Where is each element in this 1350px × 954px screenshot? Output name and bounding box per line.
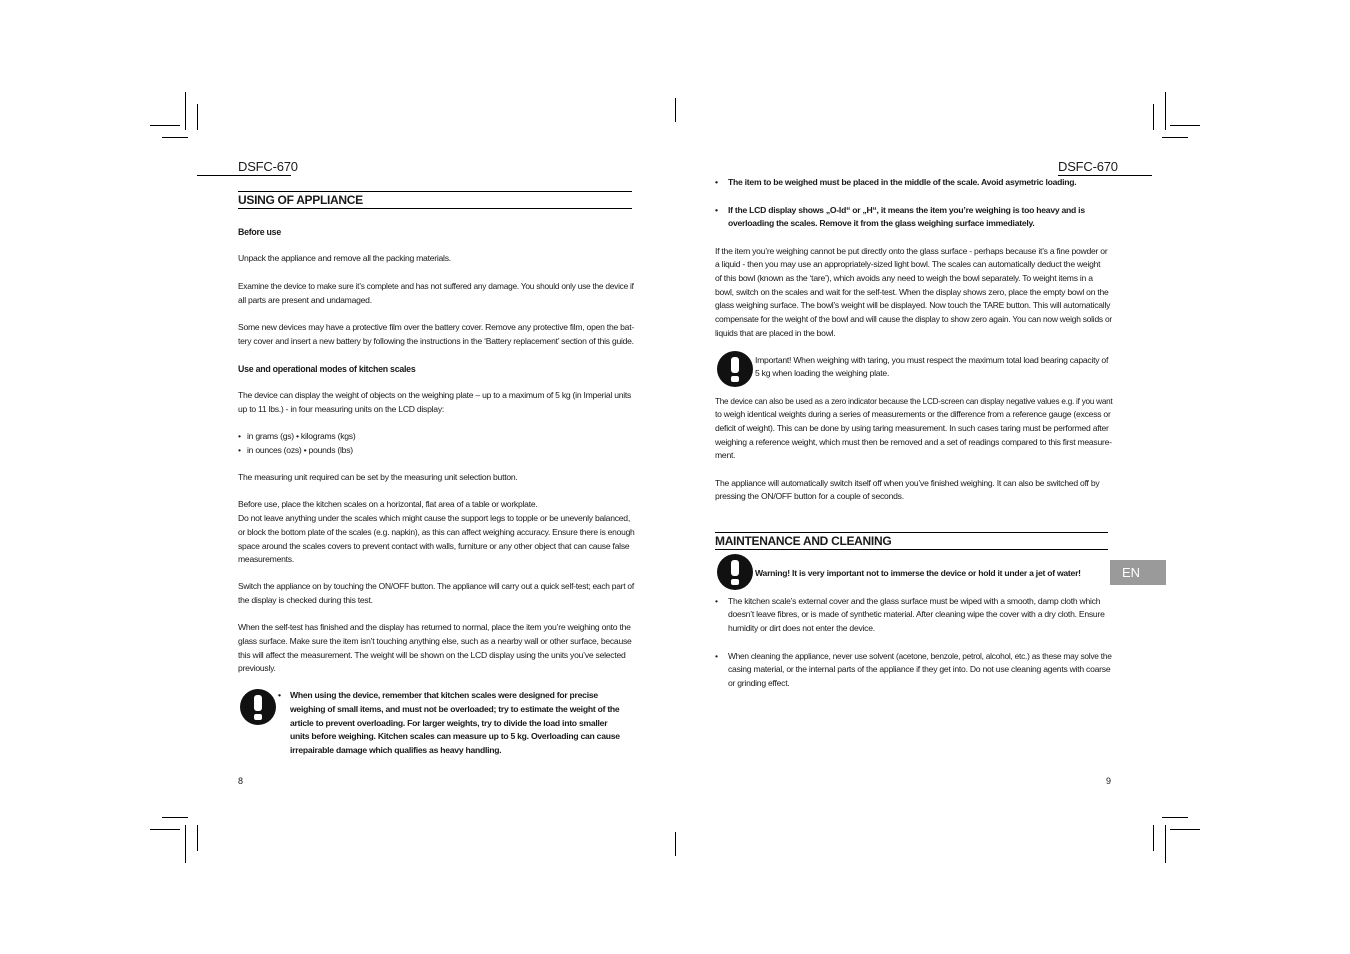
paragraph-line: weighing a reference weight, which must then be removed and a set of readings compared to this first measure- [715,437,1112,447]
paragraph-line: compensate for the weight of the bowl and will cause the display to show zero again. You can now weigh solids or [715,314,1112,324]
paragraph-line: The device can display the weight of objects on the weighing plate – up to a maximum of 5 kg (in Imperial units [238,390,632,400]
paragraph-line: space around the scales covers to prevent contact with walls, furniture or any other object that can cause false [238,541,630,551]
crop-mark [162,817,188,818]
paragraph-line: tery cover and insert a new battery by following the instructions in the ‘Battery replacement’ section of this guide. [238,336,634,346]
header-rule [197,175,291,176]
crop-mark [197,104,198,130]
bullet: • [715,205,718,215]
crop-mark [1165,825,1166,863]
section-rule-top [715,532,1108,533]
list-item [238,444,618,458]
paragraph-line: all parts are present and undamaged. [238,295,372,305]
bullet-text: If the LCD display shows „O-ld“ or „H“, it means the item you’re weighing is too heavy and is [728,205,1085,215]
paragraph-line: a liquid - then you may use an appropriately-sized light bowl. The scales can automatically deduct the weight [715,259,1101,269]
section-heading: MAINTENANCE AND CLEANING [715,534,892,548]
paragraph: Unpack the appliance and remove all the packing materials. [238,253,451,263]
warning-line: irrepairable damage which qualifies as heavy handling. [290,745,502,755]
paragraph-line: doesn’t leave fibres, or is made of synthetic material. After cleaning wipe the cover with a dry cloth. Ensure [728,609,1105,619]
crop-mark [1162,137,1188,138]
exclamation-icon [717,351,753,387]
crop-mark [1165,92,1166,130]
list-item [238,430,618,444]
paragraph-line: or block the bottom plate of the scales (e.g. napkin), as this can affect weighing accuracy. Ensure there is enough [238,527,635,537]
bullet-text: overloading the scales. Remove it from the glass weighing surface immediately. [728,218,1035,228]
crop-mark [150,829,180,830]
paragraph-line: to weigh identical weights during a series of measurements or the difference from a reference gauge (excess or [715,409,1111,419]
paragraph-line: humidity or dirt does not enter the device. [728,623,875,633]
paragraph-line: When the self-test has finished and the display has returned to normal, place the item you’re weighing onto the [238,622,631,632]
paragraph-line: Examine the device to make sure it’s complete and has not suffered any damage. You should only use the device if [238,281,634,291]
warning-line: When using the device, remember that kitchen scales were designed for precise [290,690,598,700]
model-number: DSFC-670 [1058,159,1118,174]
paragraph-line: The appliance will automatically switch itself off when you’ve finished weighing. It can also be switched off by [715,478,1100,488]
section-rule-bottom [238,208,632,209]
paragraph-line: or grinding effect. [728,678,790,688]
paragraph-line: of this bowl (known as the ‘tare’), which avoids any need to weigh the bowl separately. To weight items in a [715,273,1093,283]
important-line: Important! When weighing with taring, you must respect the maximum total load bearing capacity of [755,355,1109,365]
paragraph-line: Do not leave anything under the scales which might cause the support legs to topple or be unevenly balanced, [238,513,630,523]
paragraph-line: previously. [238,663,276,673]
page-number: 9 [1106,776,1112,786]
bullet: • [715,177,718,187]
crop-mark [150,125,180,126]
crop-mark [1153,825,1154,851]
paragraph-line: The device can also be used as a zero indicator because the LCD-screen can display negative values e.g. if you want [715,396,1113,406]
paragraph-line: If the item you’re weighing cannot be put directly onto the glass surface - perhaps because it’s a fine powder or [715,246,1108,256]
subheading-modes: Use and operational modes of kitchen scales [238,364,416,374]
warning-line: units before weighing. Kitchen scales can measure up to 5 kg. Overloading can cause [290,731,620,741]
paragraph-line: glass weighing surface. The bowl’s weight will be displayed. Now touch the TARE button. This will automatically [715,300,1111,310]
paragraph-line: bowl, switch on the scales and wait for the self-test. When the display shows zero, place the empty bowl on the [715,287,1109,297]
paragraph-line: ment. [715,450,736,460]
page-number: 8 [238,776,244,786]
exclamation-icon [717,554,753,590]
exclamation-icon [240,689,276,725]
paragraph-line: liquids that are placed in the bowl. [715,328,836,338]
section-heading: USING OF APPLIANCE [238,193,363,207]
crop-mark [197,825,198,851]
paragraph-line: pressing the ON/OFF button for a couple of seconds. [715,491,904,501]
important-line: 5 kg when loading the weighing plate. [755,368,890,378]
crop-mark [675,832,676,856]
bullet-text: The item to be weighed must be placed in the middle of the scale. Avoid asymetric loading. [728,177,1077,187]
paragraph-line: deficit of weight). This can be done by using taring measurement. In such cases taring must be performed after [715,423,1109,433]
crop-mark [1162,817,1188,818]
crop-mark [675,98,676,122]
paragraph-line: the display is checked during this test. [238,595,373,605]
paragraph: The measuring unit required can be set by the measuring unit selection button. [238,472,518,482]
bullet: • [715,596,718,606]
subheading-before-use: Before use [238,227,281,237]
crop-mark [1170,829,1200,830]
crop-mark [162,137,188,138]
section-rule-bottom [715,549,1108,550]
paragraph-line: The kitchen scale’s external cover and the glass surface must be wiped with a smooth, damp cloth which [728,596,1101,606]
bullet: • [238,431,241,441]
paragraph-line: measurements. [238,554,294,564]
paragraph-line: this will affect the measurement. The weight will be shown on the LCD display using the units you’ve selected [238,650,626,660]
paragraph-line: Before use, place the kitchen scales on a horizontal, flat area of a table or workplate. [238,499,538,509]
list-item-text: in ounces (ozs) • pounds (lbs) [247,445,353,455]
paragraph-line: casing material, or the internal parts of the appliance if they get into. Do not use cleaning agents with coarse [728,664,1111,674]
bullet: • [278,690,281,700]
warning-line: article to prevent overloading. For larger weights, try to divide the load into smaller [290,718,608,728]
paragraph-line: glass surface. Make sure the item isn’t touching anything else, such as a nearby wall or other surface, because [238,636,632,646]
language-tab: EN [1110,560,1166,585]
section-rule-top [238,191,632,192]
paragraph-line: up to 11 lbs.) - in four measuring units on the LCD display: [238,404,445,414]
warning-text: Warning! It is very important not to immerse the device or hold it under a jet of water! [755,568,1081,578]
warning-line: weighing of small items, and must not be overloaded; try to estimate the weight of the [290,704,620,714]
paragraph-line: Switch the appliance on by touching the ON/OFF button. The appliance will carry out a quick self-test; each part of [238,581,634,591]
paragraph-line: Some new devices may have a protective film over the battery cover. Remove any protective film, open the bat- [238,322,634,332]
bullet: • [238,445,241,455]
list-item-text: in grams (gs) • kilograms (kgs) [247,431,356,441]
bullet: • [715,651,718,661]
crop-mark [1170,125,1200,126]
crop-mark [185,825,186,863]
paragraph-line: When cleaning the appliance, never use solvent (acetone, benzole, petrol, alcohol, etc.) as these may solve the [728,651,1112,661]
model-number: DSFC-670 [238,159,298,174]
crop-mark [185,92,186,130]
crop-mark [1153,104,1154,130]
